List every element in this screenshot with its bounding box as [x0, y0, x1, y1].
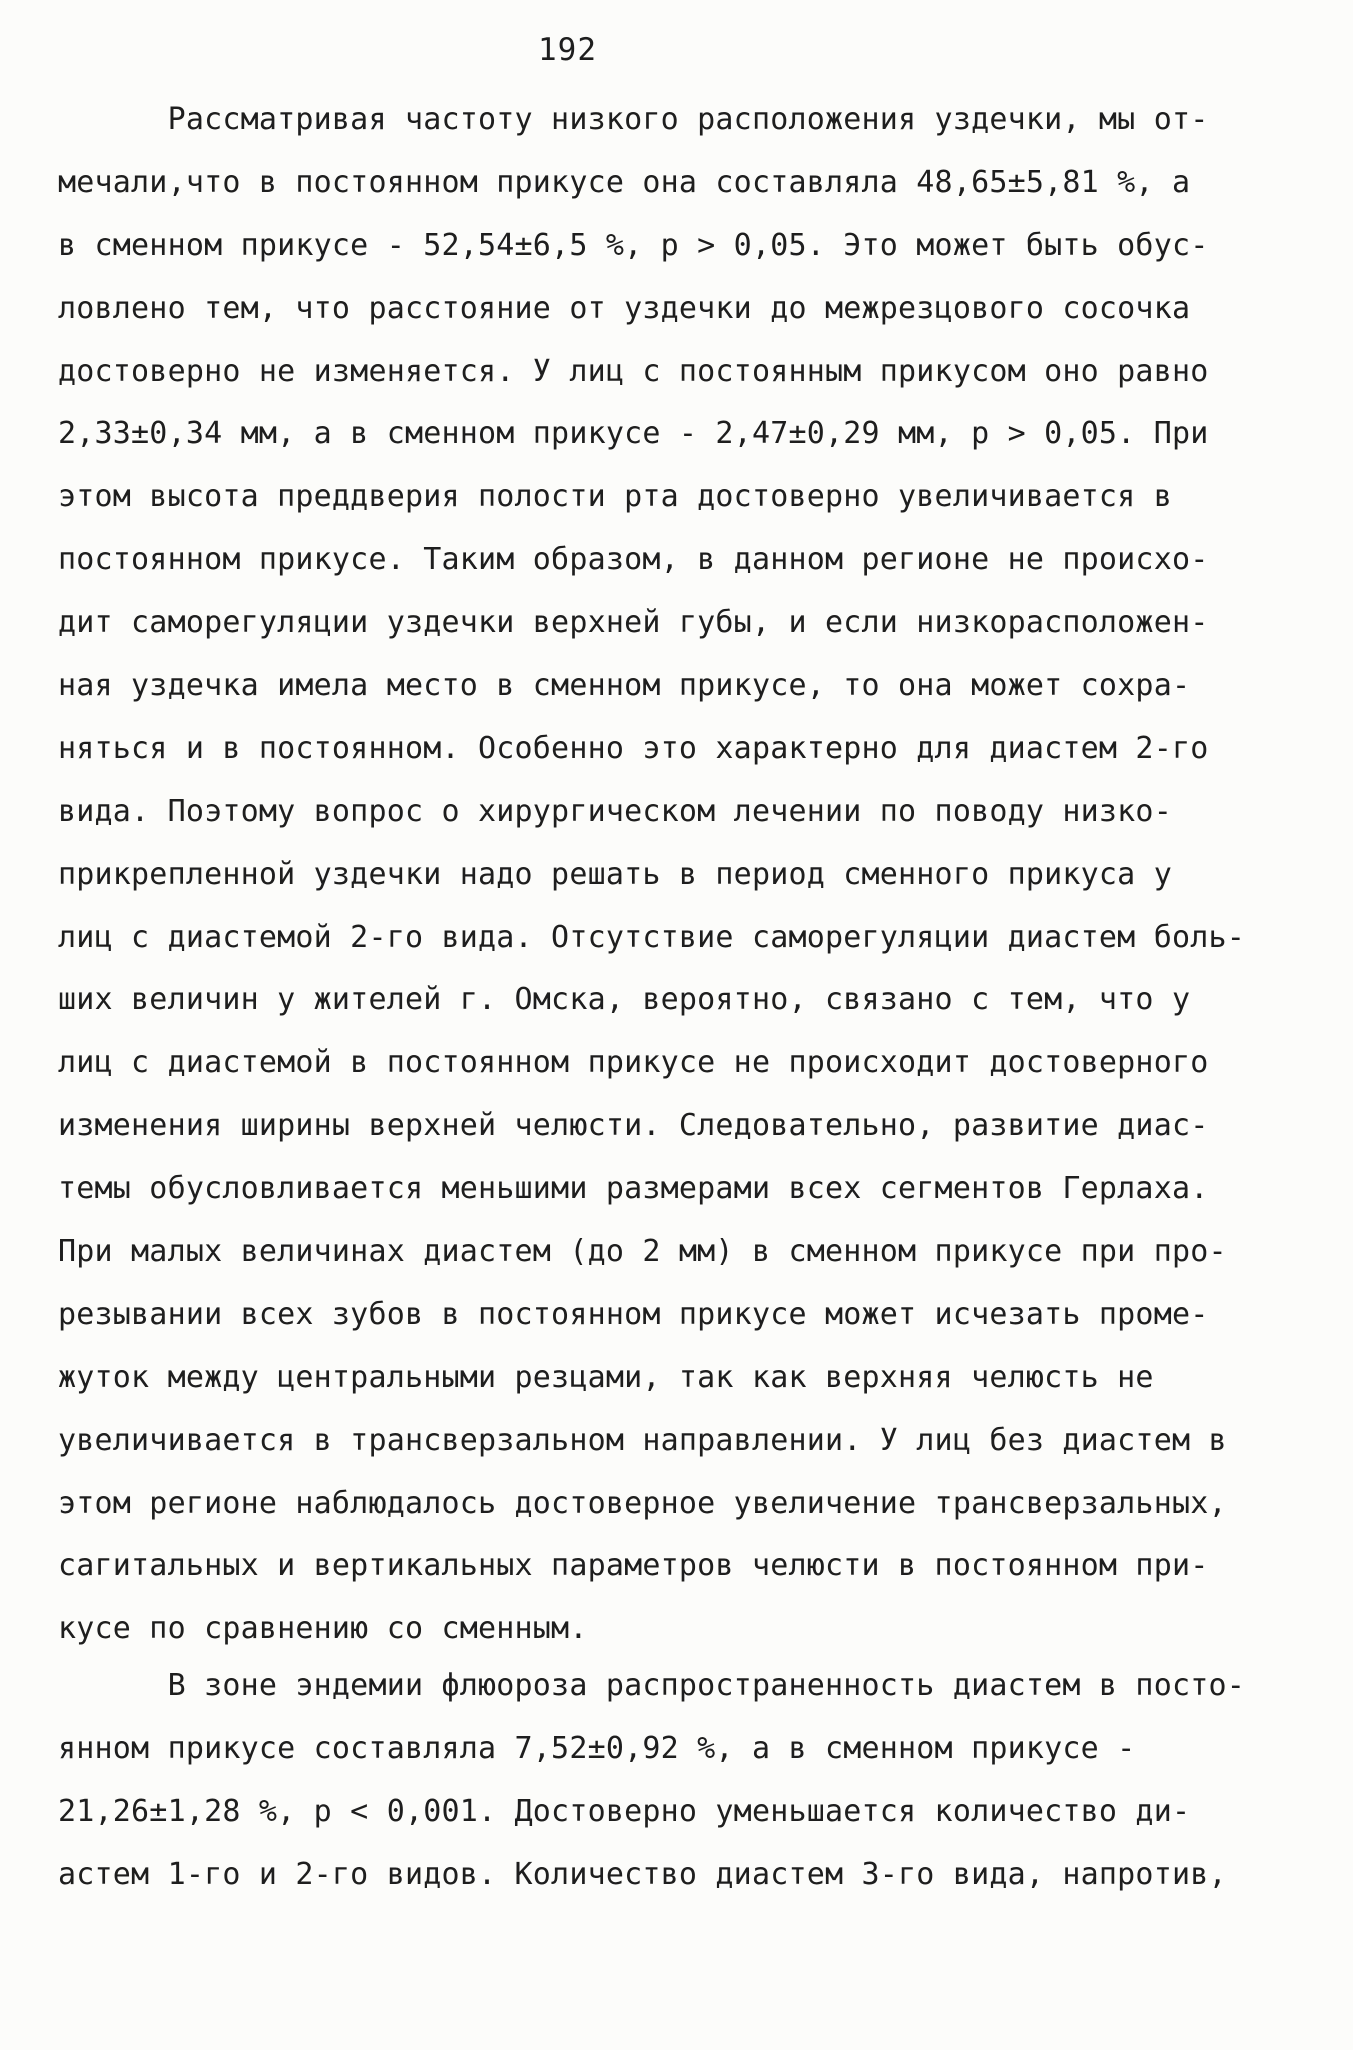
text-line: При малых величинах диастем (до 2 мм) в сменном прикусе при про- [58, 1234, 1227, 1270]
text-line: сагитальных и вертикальных параметров челюсти в постоянном при- [58, 1548, 1209, 1584]
text-line: вида. Поэтому вопрос о хирургическом лечении по поводу низко- [58, 793, 1172, 829]
text-line: достоверно не изменяется. У лиц с постоянным прикусом оно равно [58, 353, 1209, 389]
paragraph-2 [58, 1666, 1308, 1918]
text-line: увеличивается в трансверзальном направлении. У лиц без диастем в [58, 1422, 1227, 1458]
text-line: Рассматривая частоту низкого расположения уздечки, мы от- [58, 102, 1209, 137]
paragraph-1 [58, 100, 1308, 1672]
text-line: няться и в постоянном. Особенно это характерно для диастем 2-го [58, 730, 1209, 766]
text-line: ших величин у жителей г. Омска, вероятно, связано с тем, что у [58, 982, 1191, 1018]
text-line: постоянном прикусе. Таким образом, в данном регионе не происхо- [58, 542, 1209, 578]
text-line: астем 1-го и 2-го видов. Количество диастем 3-го вида, напротив, [58, 1856, 1227, 1892]
text-line: мечали,что в постоянном прикусе она составляла 48,65±5,81 %, а [58, 164, 1191, 200]
text-line: В зоне эндемии флюороза распространенность диастем в посто- [58, 1668, 1245, 1703]
text-line: этом высота преддверия полости рта достоверно увеличивается в [58, 479, 1172, 515]
text-line: жуток между центральными резцами, так как верхняя челюсть не [58, 1359, 1154, 1395]
page-number: 192 [538, 32, 597, 68]
text-line: темы обусловливается меньшими размерами всех сегментов Герлаха. [58, 1171, 1209, 1207]
text-line: резывании всех зубов в постоянном прикусе может исчезать проме- [58, 1296, 1209, 1332]
text-line: прикрепленной уздечки надо решать в период сменного прикуса у [58, 856, 1172, 892]
text-line: ловлено тем, что расстояние от уздечки до межрезцового сосочка [58, 290, 1191, 326]
text-line: лиц с диастемой в постоянном прикусе не происходит достоверного [58, 1045, 1209, 1081]
text-line: 2,33±0,34 мм, а в сменном прикусе - 2,47±0,29 мм, р > 0,05. При [58, 416, 1209, 452]
text-line: лиц с диастемой 2-го вида. Отсутствие саморегуляции диастем боль- [58, 919, 1245, 955]
text-line: этом регионе наблюдалось достоверное увеличение трансверзальных, [58, 1485, 1227, 1521]
text-line: янном прикусе составляла 7,52±0,92 %, а в сменном прикусе - [58, 1730, 1136, 1766]
text-line: изменения ширины верхней челюсти. Следовательно, развитие диас- [58, 1108, 1209, 1144]
text-line: ная уздечка имела место в сменном прикусе, то она может сохра- [58, 668, 1191, 704]
text-line: в сменном прикусе - 52,54±6,5 %, р > 0,05. Это может быть обус- [58, 227, 1209, 263]
text-line: кусе по сравнению со сменным. [58, 1611, 588, 1647]
text-line: 21,26±1,28 %, р < 0,001. Достоверно уменьшается количество ди- [58, 1793, 1191, 1829]
text-line: дит саморегуляции уздечки верхней губы, и если низкорасположен- [58, 605, 1209, 641]
